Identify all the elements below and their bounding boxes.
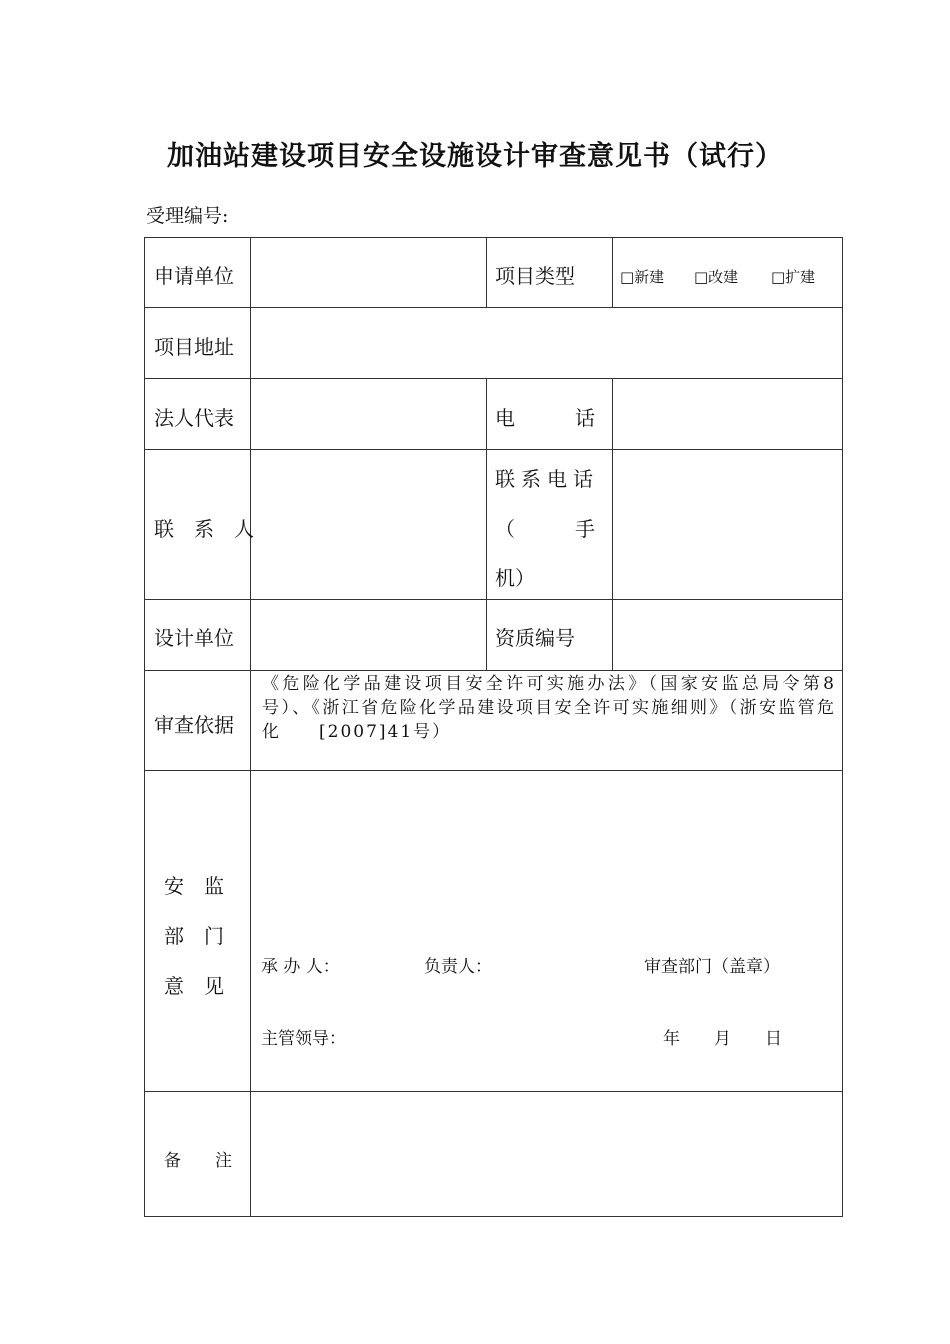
applicant-field[interactable] [250,237,487,308]
opinion-label-line2: 部 门 [164,924,224,948]
phone-label: 电 话 [495,406,595,430]
remarks-field[interactable] [250,1091,843,1217]
leader-label: 主管领导： [261,1029,346,1049]
qualification-label: 资质编号 [495,626,575,650]
handler-label: 承 办 人： [261,957,340,977]
dept-seal-label: 审查部门（盖章） [644,957,780,977]
phone-field[interactable] [612,378,843,450]
remarks-label: 备 注 [164,1151,232,1171]
legal-rep-label: 法人代表 [154,406,234,430]
date-label: 年 月 日 [663,1029,782,1049]
applicant-label: 申请单位 [154,264,234,288]
checkbox-expand[interactable]: □扩建 [771,268,816,286]
contact-field[interactable] [250,449,487,600]
qualification-field[interactable] [612,599,843,671]
mobile-label-line3: 机） [495,566,535,590]
design-unit-field[interactable] [250,599,487,671]
legal-rep-field[interactable] [250,378,487,450]
design-unit-label: 设计单位 [154,626,234,650]
opinion-label-line1: 安 监 [164,874,224,898]
address-field[interactable] [250,307,843,379]
mobile-field[interactable] [612,449,843,600]
mobile-label-line2: （ 手 [495,517,595,541]
page-title: 加油站建设项目安全设施设计审查意见书（试行） [167,141,783,172]
opinion-label-line3: 意 见 [164,974,224,998]
contact-label: 联 系 人 [154,517,254,541]
responsible-label: 负责人： [424,957,492,977]
accept-number-label: 受理编号: [146,205,229,227]
checkbox-rebuild[interactable]: □改建 [694,268,739,286]
mobile-label-line1: 联系电话 [495,467,599,491]
basis-text: 《危险化学品建设项目安全许可实施办法》（国家安监总局令第8号）、《浙江省危险化学品建设项目安全许可实施细则》（浙安监管危化 [2007]41号） [262,674,836,742]
project-type-label: 项目类型 [495,264,575,288]
checkbox-new[interactable]: □新建 [620,268,665,286]
basis-label: 审查依据 [154,713,234,737]
address-label: 项目地址 [154,335,234,359]
